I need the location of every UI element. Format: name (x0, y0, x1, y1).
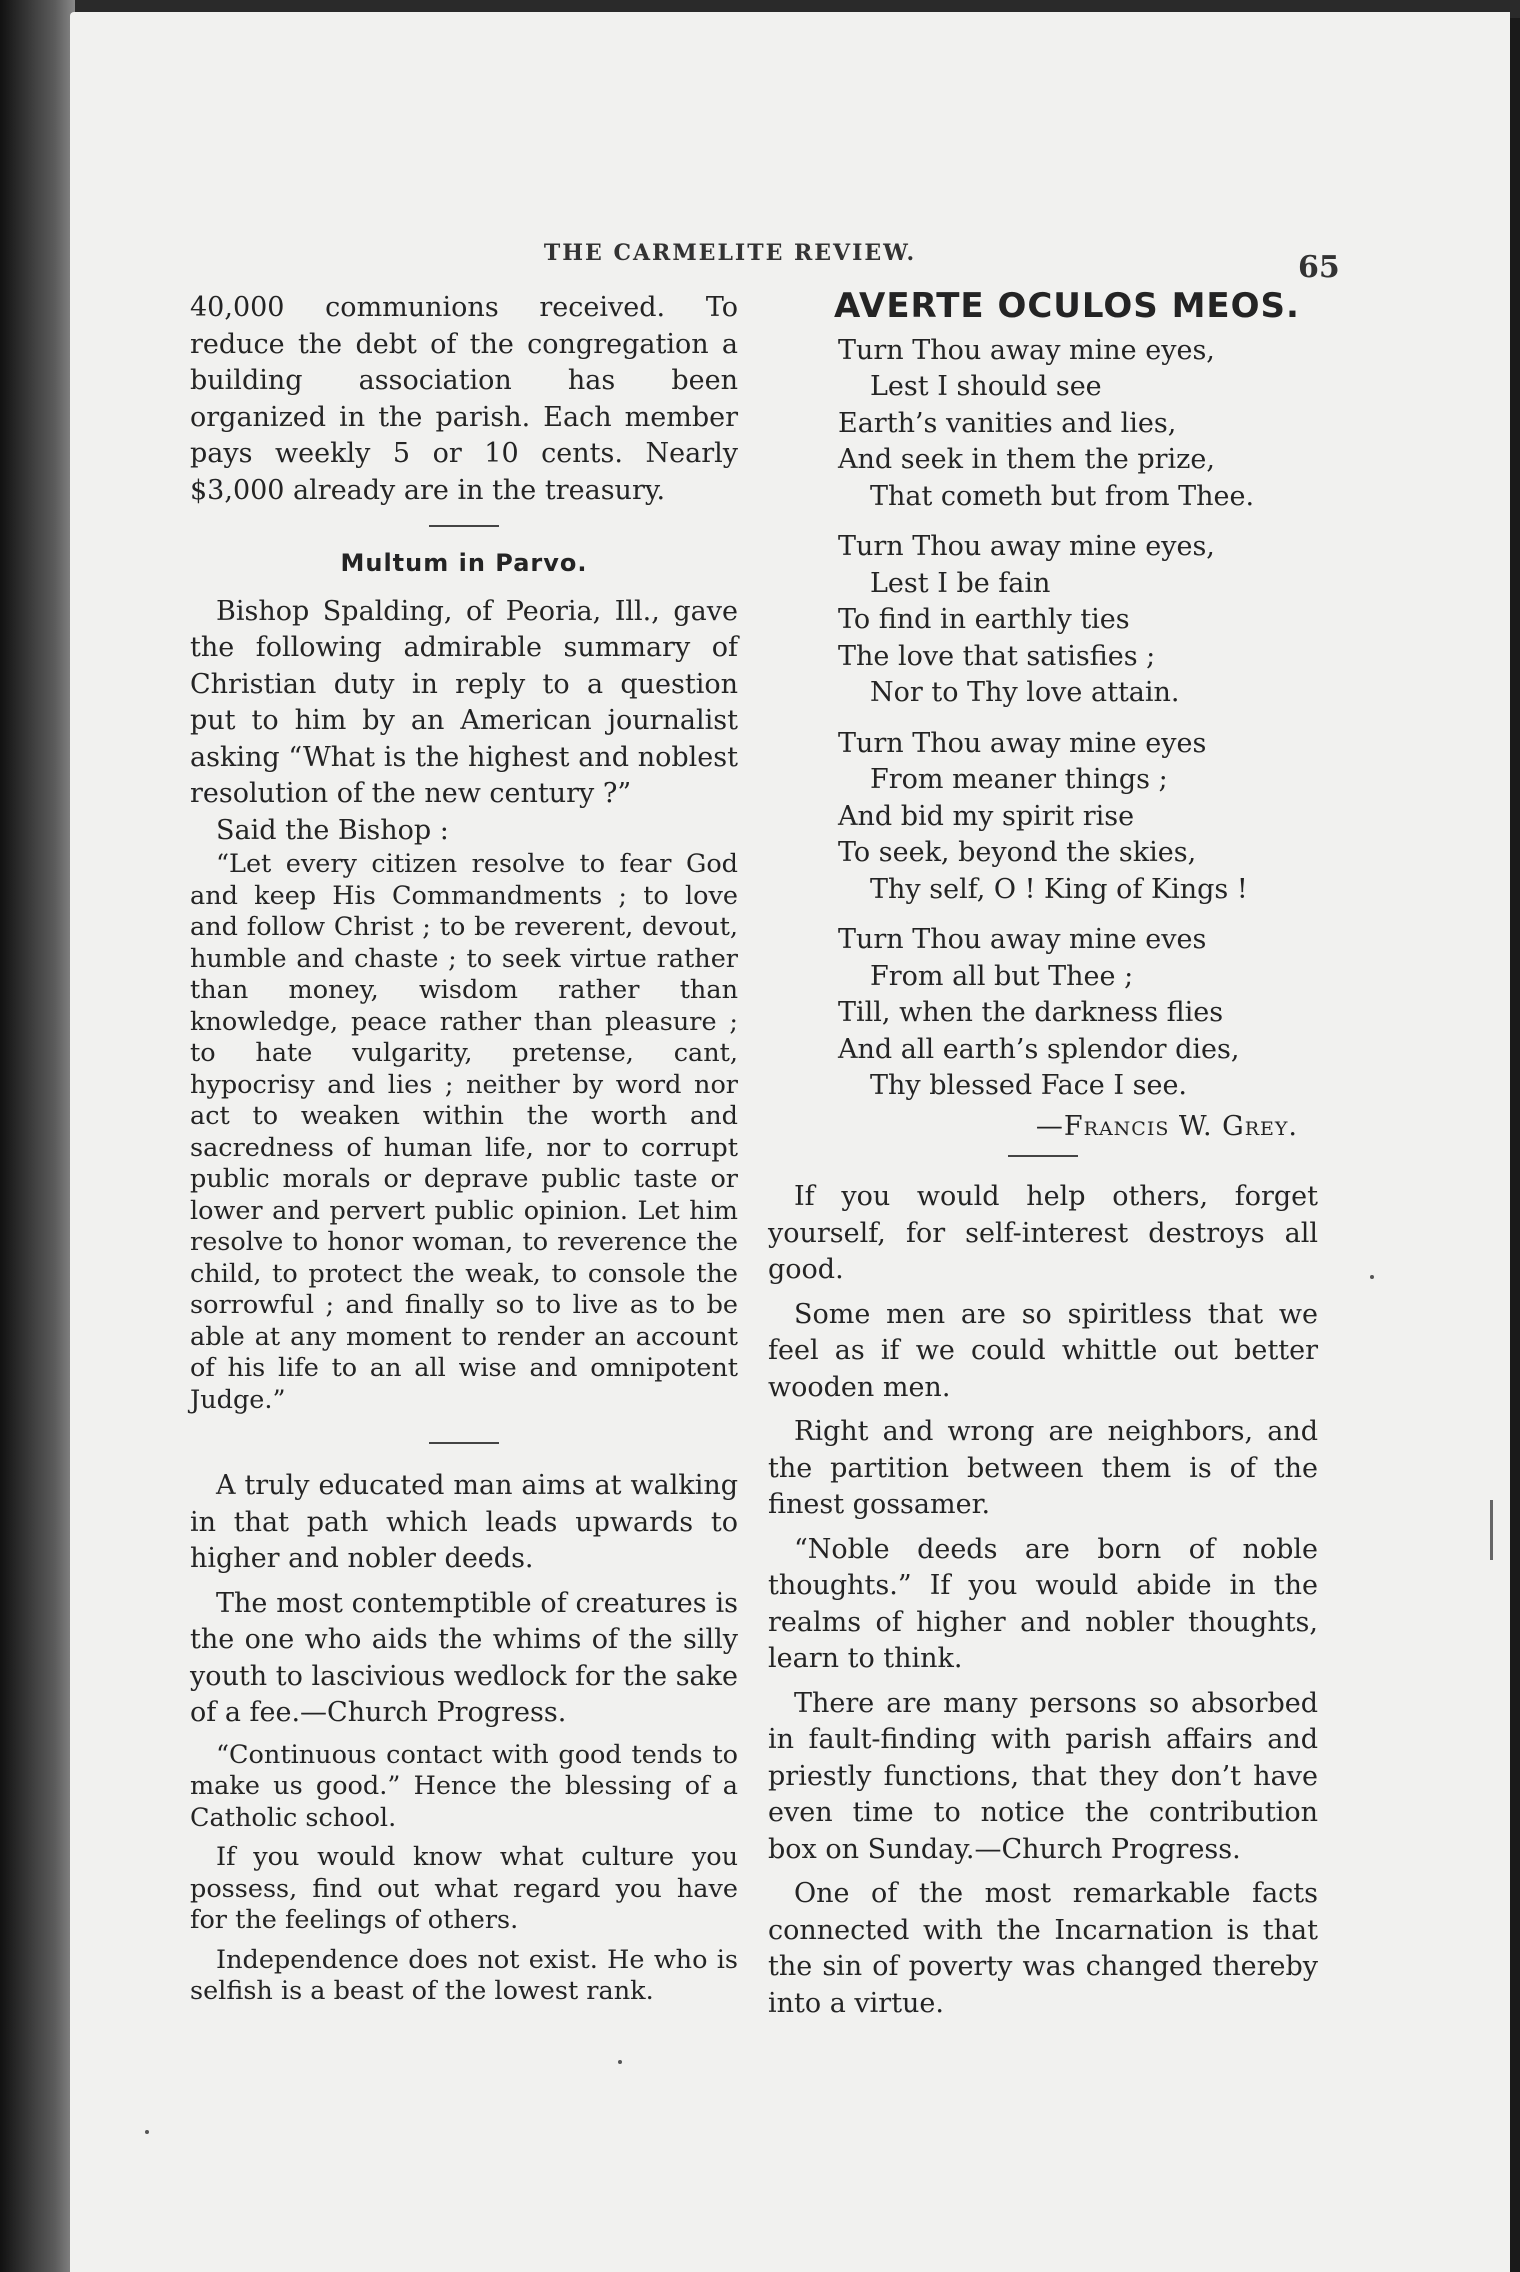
poem-line: Turn Thou away mine eves (838, 924, 1207, 955)
speck (618, 2060, 622, 2064)
poem-stanza (838, 922, 1318, 1105)
running-header: THE CARMELITE REVIEW. (543, 240, 917, 266)
poem-line: The love that satisfies ; (838, 640, 1156, 672)
paragraph-help-others: If you would help others, forget yourself, for self-interest destroys all good. (768, 1181, 1318, 1285)
left-column (190, 290, 738, 2008)
poem-line: Lest I be fain (870, 567, 1051, 599)
speck (1370, 1275, 1374, 1279)
poem-line: To seek, beyond the skies, (838, 837, 1197, 868)
right-column (768, 288, 1318, 2022)
poem-line: Thy self, O ! King of Kings ! (870, 873, 1248, 905)
opening-paragraph: 40,000 communions received. To reduce the debt of the congregation a building association has been organized in the parish. Each member pays weekly 5 or 10 cents. Nearly $3,000 already are in the treasury. (190, 292, 738, 506)
paragraph-fault-finding: There are many persons so absorbed in fault-finding with parish affairs and priestly functions, that they don’t have even time to notice the contribution box on Sunday.—Church Progress. (768, 1687, 1318, 1865)
section-heading: Multum in Parvo. (340, 549, 588, 577)
paragraph-educated: A truly educated man aims at walking in that path which leads upwards to higher and nobler deeds. (190, 1470, 738, 1574)
poem-line: Turn Thou away mine eyes, (838, 334, 1215, 366)
poem-line: And bid my spirit rise (838, 800, 1135, 832)
speck (145, 2130, 149, 2134)
poem-line: From all but Thee ; (870, 960, 1134, 992)
paragraph-incarnation: One of the most remarkable facts connected with the Incarnation is that the sin of poverty was changed thereby into a virtue. (768, 1878, 1318, 2019)
paragraph-contact: “Continuous contact with good tends to make us good.” Hence the blessing of a Catholic school. (190, 1739, 738, 1833)
poem-line: To find in earthly ties (838, 604, 1130, 635)
section-divider (429, 525, 499, 527)
poem-line: That cometh but from Thee. (870, 480, 1255, 512)
poem-line: Till, when the darkness flies (838, 997, 1224, 1028)
paragraph-right-wrong: Right and wrong are neighbors, and the partition between them is of the finest gossamer. (768, 1416, 1318, 1520)
paragraph-spiritless: Some men are so spiritless that we feel as if we could whittle out better wooden men. (768, 1298, 1318, 1403)
poem-line: From meaner things ; (870, 764, 1168, 795)
poem-line: And all earth’s splendor dies, (838, 1033, 1240, 1065)
paragraph-culture: If you would know what culture you possess, find out what regard you have for the feelings of others. (190, 1842, 738, 1935)
paragraph-said: Said the Bishop : (216, 814, 449, 846)
poem-line: Thy blessed Face I see. (870, 1070, 1188, 1101)
poem-line: Nor to Thy love attain. (870, 677, 1180, 708)
poem-line: Turn Thou away mine eyes (838, 727, 1207, 759)
paragraph-noble-deeds: “Noble deeds are born of noble thoughts.” If you would abide in the realms of higher and nobler thoughts, learn to think. (768, 1533, 1318, 1674)
paragraph-contemptible: The most contemptible of creatures is the one who aids the whims of the silly youth to lascivious wedlock for the sake of a fee.—Church Progress. (190, 1587, 738, 1728)
page-number: 65 (1298, 250, 1340, 285)
poem-line: Lest I should see (870, 371, 1102, 402)
poem-signature: —Francis W. Grey. (1035, 1110, 1298, 1142)
section-divider (429, 1442, 499, 1444)
poem-stanza (838, 333, 1318, 516)
poem-stanza (838, 529, 1318, 712)
paragraph-independence: Independence does not exist. He who is selfish is a beast of the lowest rank. (190, 1944, 738, 2006)
poem-line: Earth’s vanities and lies, (838, 407, 1177, 439)
paragraph-bishop: Bishop Spalding, of Peoria, Ill., gave the following admirable summary of Christian duty in reply to a question put to him by an American journalist asking “What is the highest and noblest resolution of the new century ?” (190, 595, 738, 809)
page-edge-mark (1490, 1500, 1493, 1560)
poem-title: AVERTE OCULOS MEOS. (834, 286, 1300, 326)
bishop-quote: “Let every citizen resolve to fear God and keep His Commandments ; to love and follow Christ ; to be reverent, devout, humble and chaste ; to seek virtue rather than money, wisdom rather than knowledge, peace rather than pleasure ; to hate vulgarity, pretense, cant, hypocrisy and lies ; neither by word nor act to weaken within the worth and sacredness of human life, nor to corrupt public morals or deprave public taste or lower and pervert public opinion. Let him resolve to honor woman, to reverence the child, to protect the weak, to console the sorrowful ; and finally so to live as to be able at any moment to render an account of his life to an all wise and omnipotent Judge.” (190, 849, 738, 1415)
section-divider (1008, 1155, 1078, 1157)
poem-line: And seek in them the prize, (838, 444, 1215, 475)
poem-stanza (838, 726, 1318, 909)
poem-line: Turn Thou away mine eyes, (838, 531, 1215, 562)
book-spine-shadow (0, 0, 75, 2272)
